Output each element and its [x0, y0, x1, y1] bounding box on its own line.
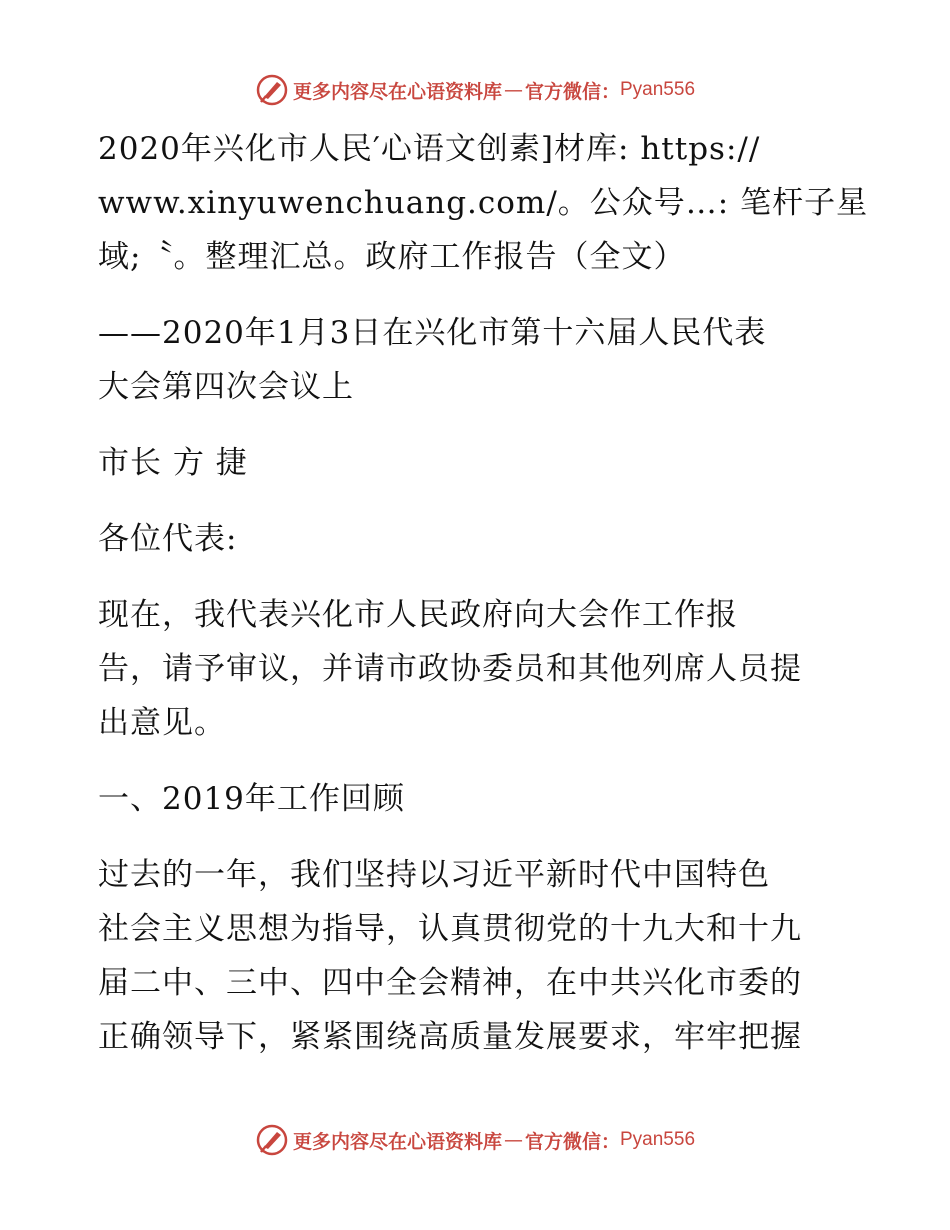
text-line: 域;〝。整理汇总。政府工作报告（全文） — [98, 239, 686, 275]
paragraph — [98, 306, 854, 414]
header-wechat-id: Pyan556 — [620, 79, 696, 100]
text-line: 现在，我代表兴化市人民政府向大会作工作报 — [98, 597, 738, 633]
text-line: 大会第四次会议上 — [98, 369, 354, 405]
text-line: 届二中、三中、四中全会精神，在中共兴化市委的 — [98, 965, 802, 1001]
text-line: 市长 方 捷 — [98, 445, 248, 481]
footer-wechat-label: 官方微信： — [524, 1130, 620, 1153]
footer-banner — [0, 1120, 950, 1160]
quill-logo-icon — [255, 1123, 289, 1157]
paragraph — [98, 436, 854, 490]
footer-promo-text: 更多内容尽在心语资料库 — [292, 1130, 502, 1153]
text-line: 过去的一年，我们坚持以习近平新时代中国特色 — [98, 857, 770, 893]
header-wechat-label: 官方微信： — [524, 80, 620, 103]
footer-separator: — — [503, 1129, 523, 1151]
paragraph — [98, 588, 854, 750]
text-line: 各位代表: — [98, 521, 238, 557]
paragraph — [98, 122, 869, 284]
footer-wechat-id: Pyan556 — [620, 1129, 696, 1150]
text-line: www.xinyuwenchuang.com/。公众号…: 笔杆子星 — [98, 185, 869, 221]
header-banner — [0, 70, 950, 110]
text-line: 出意见。 — [98, 705, 226, 741]
text-line: 2020年兴化市人民′心语文创素]材库: https:// — [98, 131, 761, 167]
quill-logo-icon — [255, 73, 289, 107]
paragraph — [98, 848, 854, 1064]
header-promo-text: 更多内容尽在心语资料库 — [292, 80, 502, 103]
text-line: 一、2019年工作回顾 — [98, 781, 405, 817]
text-line: 社会主义思想为指导，认真贯彻党的十九大和十九 — [98, 911, 802, 947]
text-line: 告，请予审议，并请市政协委员和其他列席人员提 — [98, 651, 802, 687]
document-body — [98, 122, 869, 1086]
paragraph — [98, 772, 854, 826]
text-line: 正确领导下，紧紧围绕高质量发展要求，牢牢把握 — [98, 1019, 802, 1055]
header-separator: — — [503, 79, 523, 101]
text-line: ——2020年1月3日在兴化市第十六届人民代表 — [98, 315, 767, 351]
paragraph — [98, 512, 854, 566]
